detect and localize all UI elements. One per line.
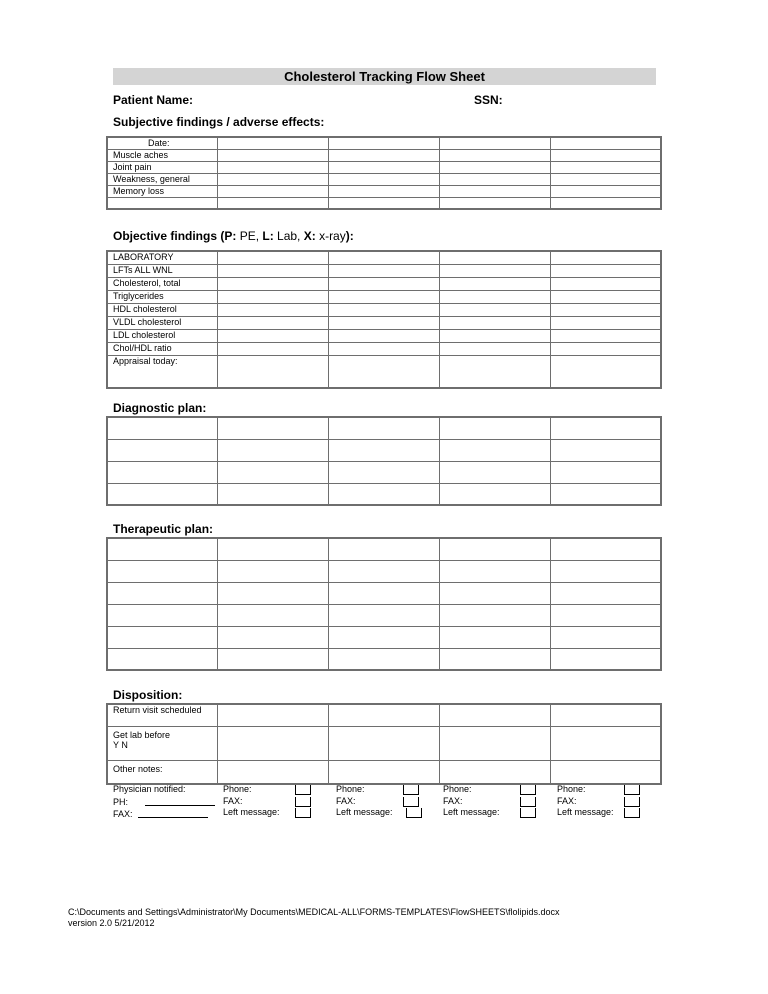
- fax-label: FAX:: [443, 795, 463, 806]
- contact-block: [443, 784, 543, 819]
- entry-cell[interactable]: [439, 626, 550, 648]
- entry-cell[interactable]: [439, 417, 550, 439]
- entry-cell[interactable]: [217, 264, 328, 277]
- disposition-table: [106, 703, 662, 785]
- entry-cell[interactable]: [439, 461, 550, 483]
- ph-input[interactable]: [145, 796, 215, 806]
- footer: [68, 907, 559, 929]
- entry-cell[interactable]: [439, 264, 550, 277]
- file-path: C:\Documents and Settings\Administrator\My Documents\MEDICAL-ALL\FORMS-TEMPLATES\FlowSHEETS\flolipids.docx: [68, 907, 560, 917]
- entry-cell[interactable]: [217, 342, 328, 355]
- entry-cell[interactable]: [550, 726, 661, 760]
- entry-cell[interactable]: [328, 582, 439, 604]
- entry-cell[interactable]: [328, 149, 439, 161]
- entry-cell[interactable]: [550, 439, 661, 461]
- entry-cell[interactable]: [550, 185, 661, 197]
- entry-cell[interactable]: [107, 461, 217, 483]
- phone-checkbox[interactable]: [403, 785, 419, 795]
- entry-cell[interactable]: [439, 197, 550, 209]
- entry-cell[interactable]: [328, 726, 439, 760]
- row-label: [107, 197, 217, 209]
- entry-cell[interactable]: [217, 760, 328, 784]
- entry-cell[interactable]: [217, 355, 328, 388]
- contact-block: [336, 784, 436, 819]
- entry-cell[interactable]: [217, 726, 328, 760]
- date-label: Date:: [107, 137, 217, 149]
- subjective-table: [106, 136, 662, 210]
- fax-checkbox[interactable]: [295, 797, 311, 807]
- entry-cell[interactable]: [328, 648, 439, 670]
- left-message-label: Left message:: [336, 807, 393, 817]
- row-label: Appraisal today:: [107, 355, 217, 388]
- ph-label: PH:: [113, 796, 129, 807]
- row-label: LABORATORY: [107, 251, 217, 264]
- physician-notified-label: Physician notified:: [113, 784, 186, 794]
- entry-cell[interactable]: [550, 355, 661, 388]
- contact-block: [223, 784, 323, 819]
- left-message-checkbox[interactable]: [406, 808, 422, 818]
- get-lab-label: Get lab before Y N: [107, 726, 217, 760]
- entry-cell[interactable]: [328, 604, 439, 626]
- subjective-heading: Subjective findings / adverse effects:: [113, 115, 325, 129]
- entry-cell[interactable]: [217, 704, 328, 726]
- entry-cell[interactable]: [328, 173, 439, 185]
- row-label: Triglycerides: [107, 290, 217, 303]
- entry-cell[interactable]: [550, 149, 661, 161]
- entry-cell[interactable]: [107, 439, 217, 461]
- phone-label: Phone:: [557, 784, 586, 794]
- entry-cell[interactable]: [217, 604, 328, 626]
- entry-cell[interactable]: [328, 626, 439, 648]
- left-message-label: Left message:: [223, 807, 280, 817]
- version-date: version 2.0 5/21/2012: [68, 918, 155, 928]
- entry-cell[interactable]: [550, 303, 661, 316]
- entry-cell[interactable]: [439, 726, 550, 760]
- objective-table: [106, 250, 662, 389]
- return-visit-label: Return visit scheduled: [107, 704, 217, 726]
- contact-block: [557, 784, 657, 819]
- date-cell[interactable]: [439, 137, 550, 149]
- entry-cell[interactable]: [217, 277, 328, 290]
- entry-cell[interactable]: [550, 277, 661, 290]
- left-message-checkbox[interactable]: [520, 808, 536, 818]
- entry-cell[interactable]: [439, 604, 550, 626]
- entry-cell[interactable]: [328, 197, 439, 209]
- disposition-heading: Disposition:: [113, 688, 183, 702]
- entry-cell[interactable]: [550, 316, 661, 329]
- fax-checkbox[interactable]: [520, 797, 536, 807]
- entry-cell[interactable]: [107, 560, 217, 582]
- fax-label: FAX:: [557, 795, 577, 806]
- entry-cell[interactable]: [439, 329, 550, 342]
- entry-cell[interactable]: [439, 161, 550, 173]
- entry-cell[interactable]: [328, 760, 439, 784]
- entry-cell[interactable]: [328, 560, 439, 582]
- other-notes-label: Other notes:: [107, 760, 217, 784]
- entry-cell[interactable]: [550, 197, 661, 209]
- entry-cell[interactable]: [217, 316, 328, 329]
- date-cell[interactable]: [217, 137, 328, 149]
- entry-cell[interactable]: [439, 277, 550, 290]
- entry-cell[interactable]: [328, 483, 439, 505]
- entry-cell[interactable]: [328, 161, 439, 173]
- entry-cell[interactable]: [328, 290, 439, 303]
- entry-cell[interactable]: [439, 355, 550, 388]
- entry-cell[interactable]: [328, 704, 439, 726]
- row-label: VLDL cholesterol: [107, 316, 217, 329]
- entry-cell[interactable]: [217, 197, 328, 209]
- entry-cell[interactable]: [550, 342, 661, 355]
- left-message-checkbox[interactable]: [624, 808, 640, 818]
- fax-label: FAX:: [113, 809, 133, 819]
- entry-cell[interactable]: [550, 560, 661, 582]
- entry-cell[interactable]: [217, 161, 328, 173]
- entry-cell[interactable]: [439, 538, 550, 560]
- entry-cell[interactable]: [217, 290, 328, 303]
- entry-cell[interactable]: [439, 303, 550, 316]
- row-label: HDL cholesterol: [107, 303, 217, 316]
- entry-cell[interactable]: [550, 417, 661, 439]
- entry-cell[interactable]: [328, 316, 439, 329]
- patient-name-label: Patient Name:: [113, 93, 194, 107]
- fax-input[interactable]: [138, 808, 208, 818]
- entry-cell[interactable]: [439, 342, 550, 355]
- row-label: Memory loss: [107, 185, 217, 197]
- diagnostic-heading: Diagnostic plan:: [113, 401, 207, 415]
- left-message-checkbox[interactable]: [295, 808, 311, 818]
- entry-cell[interactable]: [439, 185, 550, 197]
- entry-cell[interactable]: [328, 264, 439, 277]
- row-label: Joint pain: [107, 161, 217, 173]
- physician-notified-block: [113, 784, 223, 821]
- entry-cell[interactable]: [439, 560, 550, 582]
- entry-cell[interactable]: [217, 329, 328, 342]
- entry-cell[interactable]: [107, 648, 217, 670]
- entry-cell[interactable]: [550, 582, 661, 604]
- entry-cell[interactable]: [550, 329, 661, 342]
- entry-cell[interactable]: [550, 290, 661, 303]
- entry-cell[interactable]: [328, 461, 439, 483]
- entry-cell[interactable]: [328, 538, 439, 560]
- entry-cell[interactable]: [550, 626, 661, 648]
- entry-cell[interactable]: [107, 483, 217, 505]
- phone-checkbox[interactable]: [295, 785, 311, 795]
- entry-cell[interactable]: [439, 439, 550, 461]
- entry-cell[interactable]: [217, 582, 328, 604]
- entry-cell[interactable]: [439, 316, 550, 329]
- entry-cell[interactable]: [439, 149, 550, 161]
- form-title: Cholesterol Tracking Flow Sheet: [113, 68, 656, 85]
- entry-cell[interactable]: [439, 483, 550, 505]
- entry-cell[interactable]: [550, 264, 661, 277]
- left-message-label: Left message:: [557, 807, 614, 817]
- row-label: LFTs ALL WNL: [107, 264, 217, 277]
- entry-cell[interactable]: [550, 461, 661, 483]
- left-message-label: Left message:: [443, 807, 500, 817]
- entry-cell[interactable]: [217, 648, 328, 670]
- entry-cell[interactable]: [217, 626, 328, 648]
- row-label: Cholesterol, total: [107, 277, 217, 290]
- entry-cell[interactable]: [217, 439, 328, 461]
- fax-checkbox[interactable]: [403, 797, 419, 807]
- yn-label: Y N: [113, 739, 128, 750]
- entry-cell[interactable]: [217, 173, 328, 185]
- fax-checkbox[interactable]: [624, 797, 640, 807]
- row-label: Weakness, general: [107, 173, 217, 185]
- entry-cell[interactable]: [550, 483, 661, 505]
- entry-cell[interactable]: [550, 648, 661, 670]
- fax-label: FAX:: [223, 795, 243, 806]
- therapeutic-heading: Therapeutic plan:: [113, 522, 214, 536]
- objective-heading: Objective findings (P: PE, L: Lab, X: x-ray):: [113, 229, 354, 243]
- row-label: Muscle aches: [107, 149, 217, 161]
- entry-cell[interactable]: [550, 704, 661, 726]
- entry-cell[interactable]: [107, 604, 217, 626]
- phone-checkbox[interactable]: [624, 785, 640, 795]
- entry-cell[interactable]: [328, 277, 439, 290]
- fax-label: FAX:: [336, 795, 356, 806]
- entry-cell[interactable]: [328, 185, 439, 197]
- entry-cell[interactable]: [217, 538, 328, 560]
- entry-cell[interactable]: [217, 303, 328, 316]
- diagnostic-table: [106, 416, 662, 506]
- entry-cell[interactable]: [439, 704, 550, 726]
- entry-cell[interactable]: [217, 461, 328, 483]
- row-label: LDL cholesterol: [107, 329, 217, 342]
- entry-cell[interactable]: [328, 303, 439, 316]
- entry-cell[interactable]: [217, 560, 328, 582]
- date-cell[interactable]: [550, 137, 661, 149]
- phone-label: Phone:: [223, 784, 252, 794]
- entry-cell[interactable]: [328, 439, 439, 461]
- entry-cell[interactable]: [107, 538, 217, 560]
- phone-label: Phone:: [443, 784, 472, 794]
- entry-cell[interactable]: [328, 342, 439, 355]
- entry-cell[interactable]: [439, 582, 550, 604]
- entry-cell[interactable]: [107, 417, 217, 439]
- entry-cell[interactable]: [439, 173, 550, 185]
- entry-cell[interactable]: [550, 161, 661, 173]
- entry-cell[interactable]: [107, 626, 217, 648]
- therapeutic-table: [106, 537, 662, 671]
- phone-checkbox[interactable]: [520, 785, 536, 795]
- entry-cell[interactable]: [550, 604, 661, 626]
- entry-cell[interactable]: [217, 417, 328, 439]
- entry-cell[interactable]: [107, 582, 217, 604]
- entry-cell[interactable]: [439, 290, 550, 303]
- entry-cell[interactable]: [550, 760, 661, 784]
- date-cell[interactable]: [328, 137, 439, 149]
- ssn-label: SSN:: [474, 93, 503, 107]
- entry-cell[interactable]: [328, 329, 439, 342]
- entry-cell[interactable]: [439, 648, 550, 670]
- row-label: Chol/HDL ratio: [107, 342, 217, 355]
- entry-cell[interactable]: [217, 185, 328, 197]
- entry-cell[interactable]: [328, 355, 439, 388]
- phone-label: Phone:: [336, 784, 365, 794]
- entry-cell[interactable]: [217, 149, 328, 161]
- entry-cell[interactable]: [439, 760, 550, 784]
- entry-cell[interactable]: [550, 538, 661, 560]
- entry-cell[interactable]: [328, 417, 439, 439]
- entry-cell[interactable]: [217, 483, 328, 505]
- entry-cell[interactable]: [550, 173, 661, 185]
